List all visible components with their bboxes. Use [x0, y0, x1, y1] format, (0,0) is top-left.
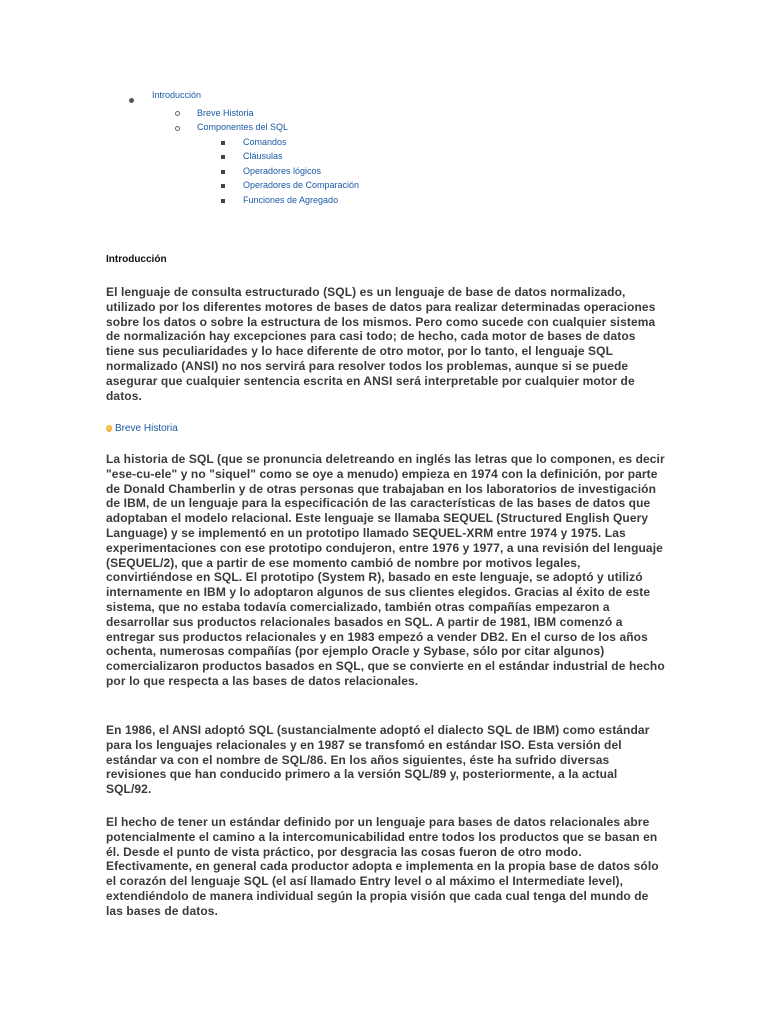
paragraph-historia-1: La historia de SQL (que se pronuncia deletreando en inglés las letras que lo componen, es decir "ese-cu-ele" y no "siquel" como se oye a menudo) empieza en 1974 con la definición, por parte de Donald Chamberlin y de otras personas que trabajaban en los laboratorios de investigación de IBM, de un lenguaje para la especificación de las características de las bases de datos que adoptaban el modelo relacional. Este lenguaje se llamaba SEQUEL (Structured English Query Language) y se implementó en un prototipo llamado SEQUEL-XRM entre 1974 y 1975. Las experimentaciones con ese prototipo condujeron, entre 1976 y 1977, a una revisión del lenguaje (SEQUEL/2), que a partir de ese momento cambió de nombre por motivos legales, convirtiéndose en SQL. El prototipo (System R), basado en este lenguaje, se adoptó y utilizó internamente en IBM y lo adoptaron algunos de sus clientes elegidos. Gracias al éxito de este sistema, que no estaba todavía comercializado, también otras compañías empezaron a desarrollar sus productos relacionales basados en SQL. A partir de 1981, IBM comenzó a entregar sus productos relacionales y en 1983 empezó a vender DB2. En el curso de los años ochenta, numerosas compañías (por ejemplo Oracle y Sybase, sólo por citar algunos) comercializaron productos basados en SQL, que se convierte en el estándar industrial de hecho por lo que respecta a las bases de datos relacionales. [106, 452, 665, 688]
toc-link-funciones-agregado[interactable]: Funciones de Agregado [243, 195, 339, 205]
section-heading-historia [106, 423, 178, 434]
bullet-disc-icon [129, 98, 134, 103]
toc-link-operadores-comparacion[interactable]: Operadores de Comparación [243, 180, 360, 190]
bullet-square-icon [221, 170, 225, 174]
section-heading-introduccion: Introducción [106, 254, 167, 265]
toc-link-introduccion[interactable]: Introducción [152, 90, 202, 100]
toc-link-comandos[interactable]: Comandos [243, 137, 287, 147]
section-heading-historia-label[interactable]: Breve Historia [115, 423, 178, 434]
toc-link-componentes[interactable]: Componentes del SQL [197, 122, 289, 132]
bullet-square-icon [221, 184, 225, 188]
bullet-square-icon [221, 155, 225, 159]
bullet-square-icon [221, 141, 225, 145]
orange-bullet-icon [106, 425, 112, 432]
bullet-square-icon [221, 199, 225, 203]
paragraph-historia-2: En 1986, el ANSI adoptó SQL (sustancialmente adoptó el dialecto SQL de IBM) como estándar para los lenguajes relacionales y en 1987 se transfomó en estándar ISO. Esta versión del estándar va con el nombre de SQL/86. En los años siguientes, éste ha sufrido diversas revisiones que han conducido primero a la versión SQL/89 y, posteriormente, a la actual SQL/92. [106, 723, 650, 797]
paragraph-historia-3: El hecho de tener un estándar definido por un lenguaje para bases de datos relacionales abre potencialmente el camino a la intercomunicabilidad entre todos los productos que se basan en él. Desde el punto de vista práctico, por desgracia las cosas fueron de otro modo. Efectivamente, en general cada productor adopta e implementa en la propia base de datos sólo el corazón del lenguaje SQL (el así llamado Entry level o al máximo el Intermediate level), extendiéndolo de manera individual según la propia visión que cada cual tenga del mundo de las bases de datos. [106, 815, 659, 918]
bullet-circle-icon [175, 126, 180, 131]
toc-link-operadores-logicos[interactable]: Operadores lógicos [243, 166, 322, 176]
toc-link-clausulas[interactable]: Cláusulas [243, 151, 283, 161]
toc-link-breve-historia[interactable]: Breve Historia [197, 108, 254, 118]
bullet-circle-icon [175, 111, 180, 116]
paragraph-intro: El lenguaje de consulta estructurado (SQL) es un lenguaje de base de datos normalizado, utilizado por los diferentes motores de bases de datos para realizar determinadas operaciones sobre los datos o sobre la estructura de los mismos. Pero como sucede con cualquier sistema de normalización hay excepciones para casi todo; de hecho, cada motor de bases de datos tiene sus peculiaridades y lo hace diferente de otro motor, por lo tanto, el lenguaje SQL normalizado (ANSI) no nos servirá para resolver todos los problemas, aunque si se puede asegurar que cualquier sentencia escrita en ANSI será interpretable por cualquier motor de datos. [106, 285, 656, 403]
